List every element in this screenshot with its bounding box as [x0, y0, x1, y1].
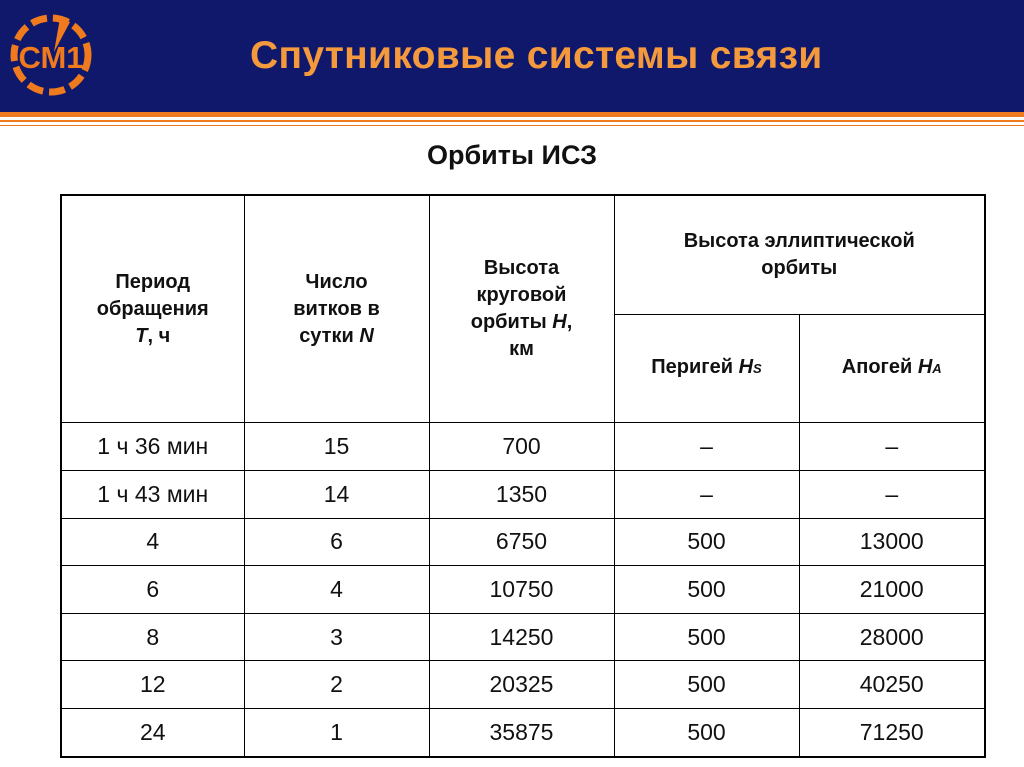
cell-perigee: 500	[614, 613, 799, 661]
header-stripe	[0, 120, 1024, 122]
table-row	[61, 518, 985, 566]
header-stripe	[0, 112, 1024, 117]
cell-period: 4	[61, 518, 244, 566]
cell-revolutions: 1	[244, 709, 429, 757]
cell-perigee: –	[614, 423, 799, 471]
cell-period: 1 ч 43 мин	[61, 470, 244, 518]
cell-perigee: 500	[614, 566, 799, 614]
cell-revolutions: 15	[244, 423, 429, 471]
cell-circular-altitude: 6750	[429, 518, 614, 566]
cell-apogee: 71250	[799, 709, 985, 757]
cell-apogee: 40250	[799, 661, 985, 709]
table-row	[61, 566, 985, 614]
header-apogee: Апогей HA	[799, 314, 985, 423]
table-row	[61, 613, 985, 661]
cell-revolutions: 14	[244, 470, 429, 518]
table-row	[61, 423, 985, 471]
table-row	[61, 709, 985, 757]
cell-revolutions: 3	[244, 613, 429, 661]
header-circular-altitude: Высота круговой орбиты H, км	[429, 195, 614, 423]
cell-perigee: 500	[614, 661, 799, 709]
logo-text: СМ1	[18, 40, 84, 75]
cell-apogee: –	[799, 470, 985, 518]
cell-circular-altitude: 10750	[429, 566, 614, 614]
cell-circular-altitude: 14250	[429, 613, 614, 661]
orbits-table	[60, 194, 986, 758]
logo	[10, 14, 92, 96]
cell-apogee: –	[799, 423, 985, 471]
cell-apogee: 13000	[799, 518, 985, 566]
header-revolutions: Число витков в сутки N	[244, 195, 429, 423]
cell-period: 6	[61, 566, 244, 614]
cell-period: 12	[61, 661, 244, 709]
header-stripe	[0, 125, 1024, 126]
cell-apogee: 28000	[799, 613, 985, 661]
table-header-row	[61, 195, 985, 314]
cell-circular-altitude: 700	[429, 423, 614, 471]
cell-period: 8	[61, 613, 244, 661]
cell-perigee: 500	[614, 709, 799, 757]
cell-period: 24	[61, 709, 244, 757]
header-period: Период обращения T, ч	[61, 195, 244, 423]
table-row	[61, 661, 985, 709]
slide-subtitle: Орбиты ИСЗ	[426, 140, 597, 170]
cell-circular-altitude: 35875	[429, 709, 614, 757]
page-title: Спутниковые системы связи	[250, 34, 823, 77]
cell-perigee: 500	[614, 518, 799, 566]
cell-period: 1 ч 36 мин	[61, 423, 244, 471]
cell-revolutions: 2	[244, 661, 429, 709]
cell-apogee: 21000	[799, 566, 985, 614]
cell-perigee: –	[614, 470, 799, 518]
header-elliptical-altitude: Высота эллиптической орбиты	[614, 195, 985, 314]
table-row	[61, 470, 985, 518]
cell-circular-altitude: 20325	[429, 661, 614, 709]
header-perigee: Перигей HS	[614, 314, 799, 423]
cell-revolutions: 4	[244, 566, 429, 614]
cell-revolutions: 6	[244, 518, 429, 566]
cell-circular-altitude: 1350	[429, 470, 614, 518]
